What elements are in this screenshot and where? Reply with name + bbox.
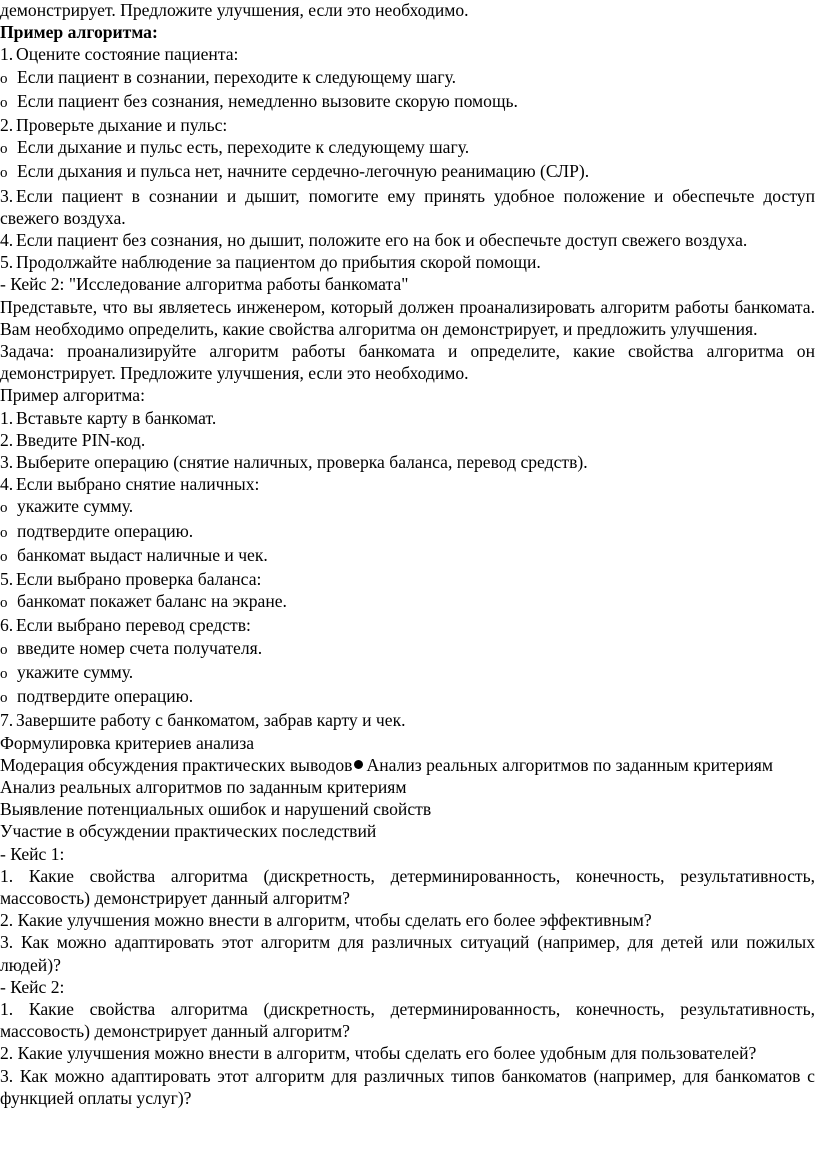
case2-task: Задача: проанализируйте алгоритм работы банкомата и определите, какие свойства алгоритма он демонстрирует. Предложите улучшения, если это необходимо.: [0, 341, 815, 384]
substep-item: o Если дыхания и пульса нет, начните сердечно-легочную реанимацию (СЛР).: [0, 161, 590, 182]
substep-item: o подтвердите операцию.: [0, 520, 194, 541]
step-item: 3. Выберите операцию (снятие наличных, проверка баланса, перевод средств).: [0, 452, 588, 473]
step-item: 5. Продолжайте наблюдение за пациентом до прибытия скорой помощи.: [0, 252, 541, 273]
substep-item: o подтвердите операцию.: [0, 686, 194, 707]
step-item: 7. Завершите работу с банкоматом, забрав карту и чек.: [0, 710, 406, 731]
case2-title: - Кейс 2: "Исследование алгоритма работы банкомата": [0, 274, 409, 295]
step-item: 5. Если выбрано проверка баланса:: [0, 569, 262, 590]
moderation-criteria-text: Анализ реальных алгоритмов по заданным критериям: [366, 754, 773, 775]
question-item: 2. Какие улучшения можно внести в алгоритм, чтобы сделать его более удобным для пользователей?: [0, 1043, 757, 1064]
criteria-heading: Формулировка критериев анализа: [0, 732, 255, 753]
question-item: 2. Какие улучшения можно внести в алгоритм, чтобы сделать его более эффективным?: [0, 910, 652, 931]
question-item: 3. Как можно адаптировать этот алгоритм для различных типов банкоматов (например, для банкоматов с функцией оплаты услуг)?: [0, 1065, 815, 1108]
criteria-item: Участие в обсуждении практических последствий: [0, 821, 377, 842]
substep-item: o банкомат покажет баланс на экране.: [0, 591, 287, 612]
case2-label: - Кейс 2:: [0, 976, 65, 997]
step-item: 2. Проверьте дыхание и пульс:: [0, 115, 228, 136]
question-item: 1. Какие свойства алгоритма (дискретность, детерминированность, конечность, результативность, массовость) демонстрирует данный алгоритм?: [0, 865, 815, 908]
substep-item: o Если пациент без сознания, немедленно вызовите скорую помощь.: [0, 90, 518, 111]
step-item: 3. Если пациент в сознании и дышит, помогите ему принять удобное положение и обеспечьте доступ свежего воздуха.: [0, 185, 815, 228]
case1-example-heading: Пример алгоритма:: [0, 22, 158, 43]
step-item: 2. Введите PIN-код.: [0, 429, 146, 450]
case2-intro: Представьте, что вы являетесь инженером, который должен проанализировать алгоритм работы банкомата. Вам необходимо определить, какие свойства алгоритма он демонстрирует, и предложить улучшения.: [0, 296, 815, 339]
moderation-text: Модерация обсуждения практических выводов: [0, 754, 353, 775]
substep-item: o укажите сумму.: [0, 661, 134, 682]
step-item: 1. Оцените состояние пациента:: [0, 44, 239, 65]
substep-item: o банкомат выдаст наличные и чек.: [0, 544, 268, 565]
step-item: 6. Если выбрано перевод средств:: [0, 615, 251, 636]
step-item: 4. Если пациент без сознания, но дышит, положите его на бок и обеспечьте доступ свежего воздуха.: [0, 230, 748, 251]
step-item: 4. Если выбрано снятие наличных:: [0, 474, 260, 495]
substep-item: o укажите сумму.: [0, 496, 134, 517]
moderation-paragraph: [0, 754, 815, 776]
question-item: 3. Как можно адаптировать этот алгоритм для различных ситуаций (например, для детей или пожилых людей)?: [0, 932, 815, 975]
criteria-item: Анализ реальных алгоритмов по заданным критериям: [0, 776, 407, 797]
question-item: 1. Какие свойства алгоритма (дискретность, детерминированность, конечность, результативность, массовость) демонстрирует данный алгоритм?: [0, 998, 815, 1042]
intro-line: демонстрирует. Предложите улучшения, если это необходимо.: [0, 0, 469, 20]
substep-item: o Если дыхание и пульс есть, переходите к следующему шагу.: [0, 137, 470, 158]
substep-item: o введите номер счета получателя.: [0, 637, 263, 658]
case2-example-heading: Пример алгоритма:: [0, 385, 145, 406]
criteria-item: Выявление потенциальных ошибок и нарушений свойств: [0, 799, 432, 820]
bullet-icon: [354, 760, 363, 769]
substep-item: o Если пациент в сознании, переходите к следующему шагу.: [0, 66, 457, 87]
step-item: 1. Вставьте карту в банкомат.: [0, 407, 217, 428]
case1-label: - Кейс 1:: [0, 843, 65, 864]
